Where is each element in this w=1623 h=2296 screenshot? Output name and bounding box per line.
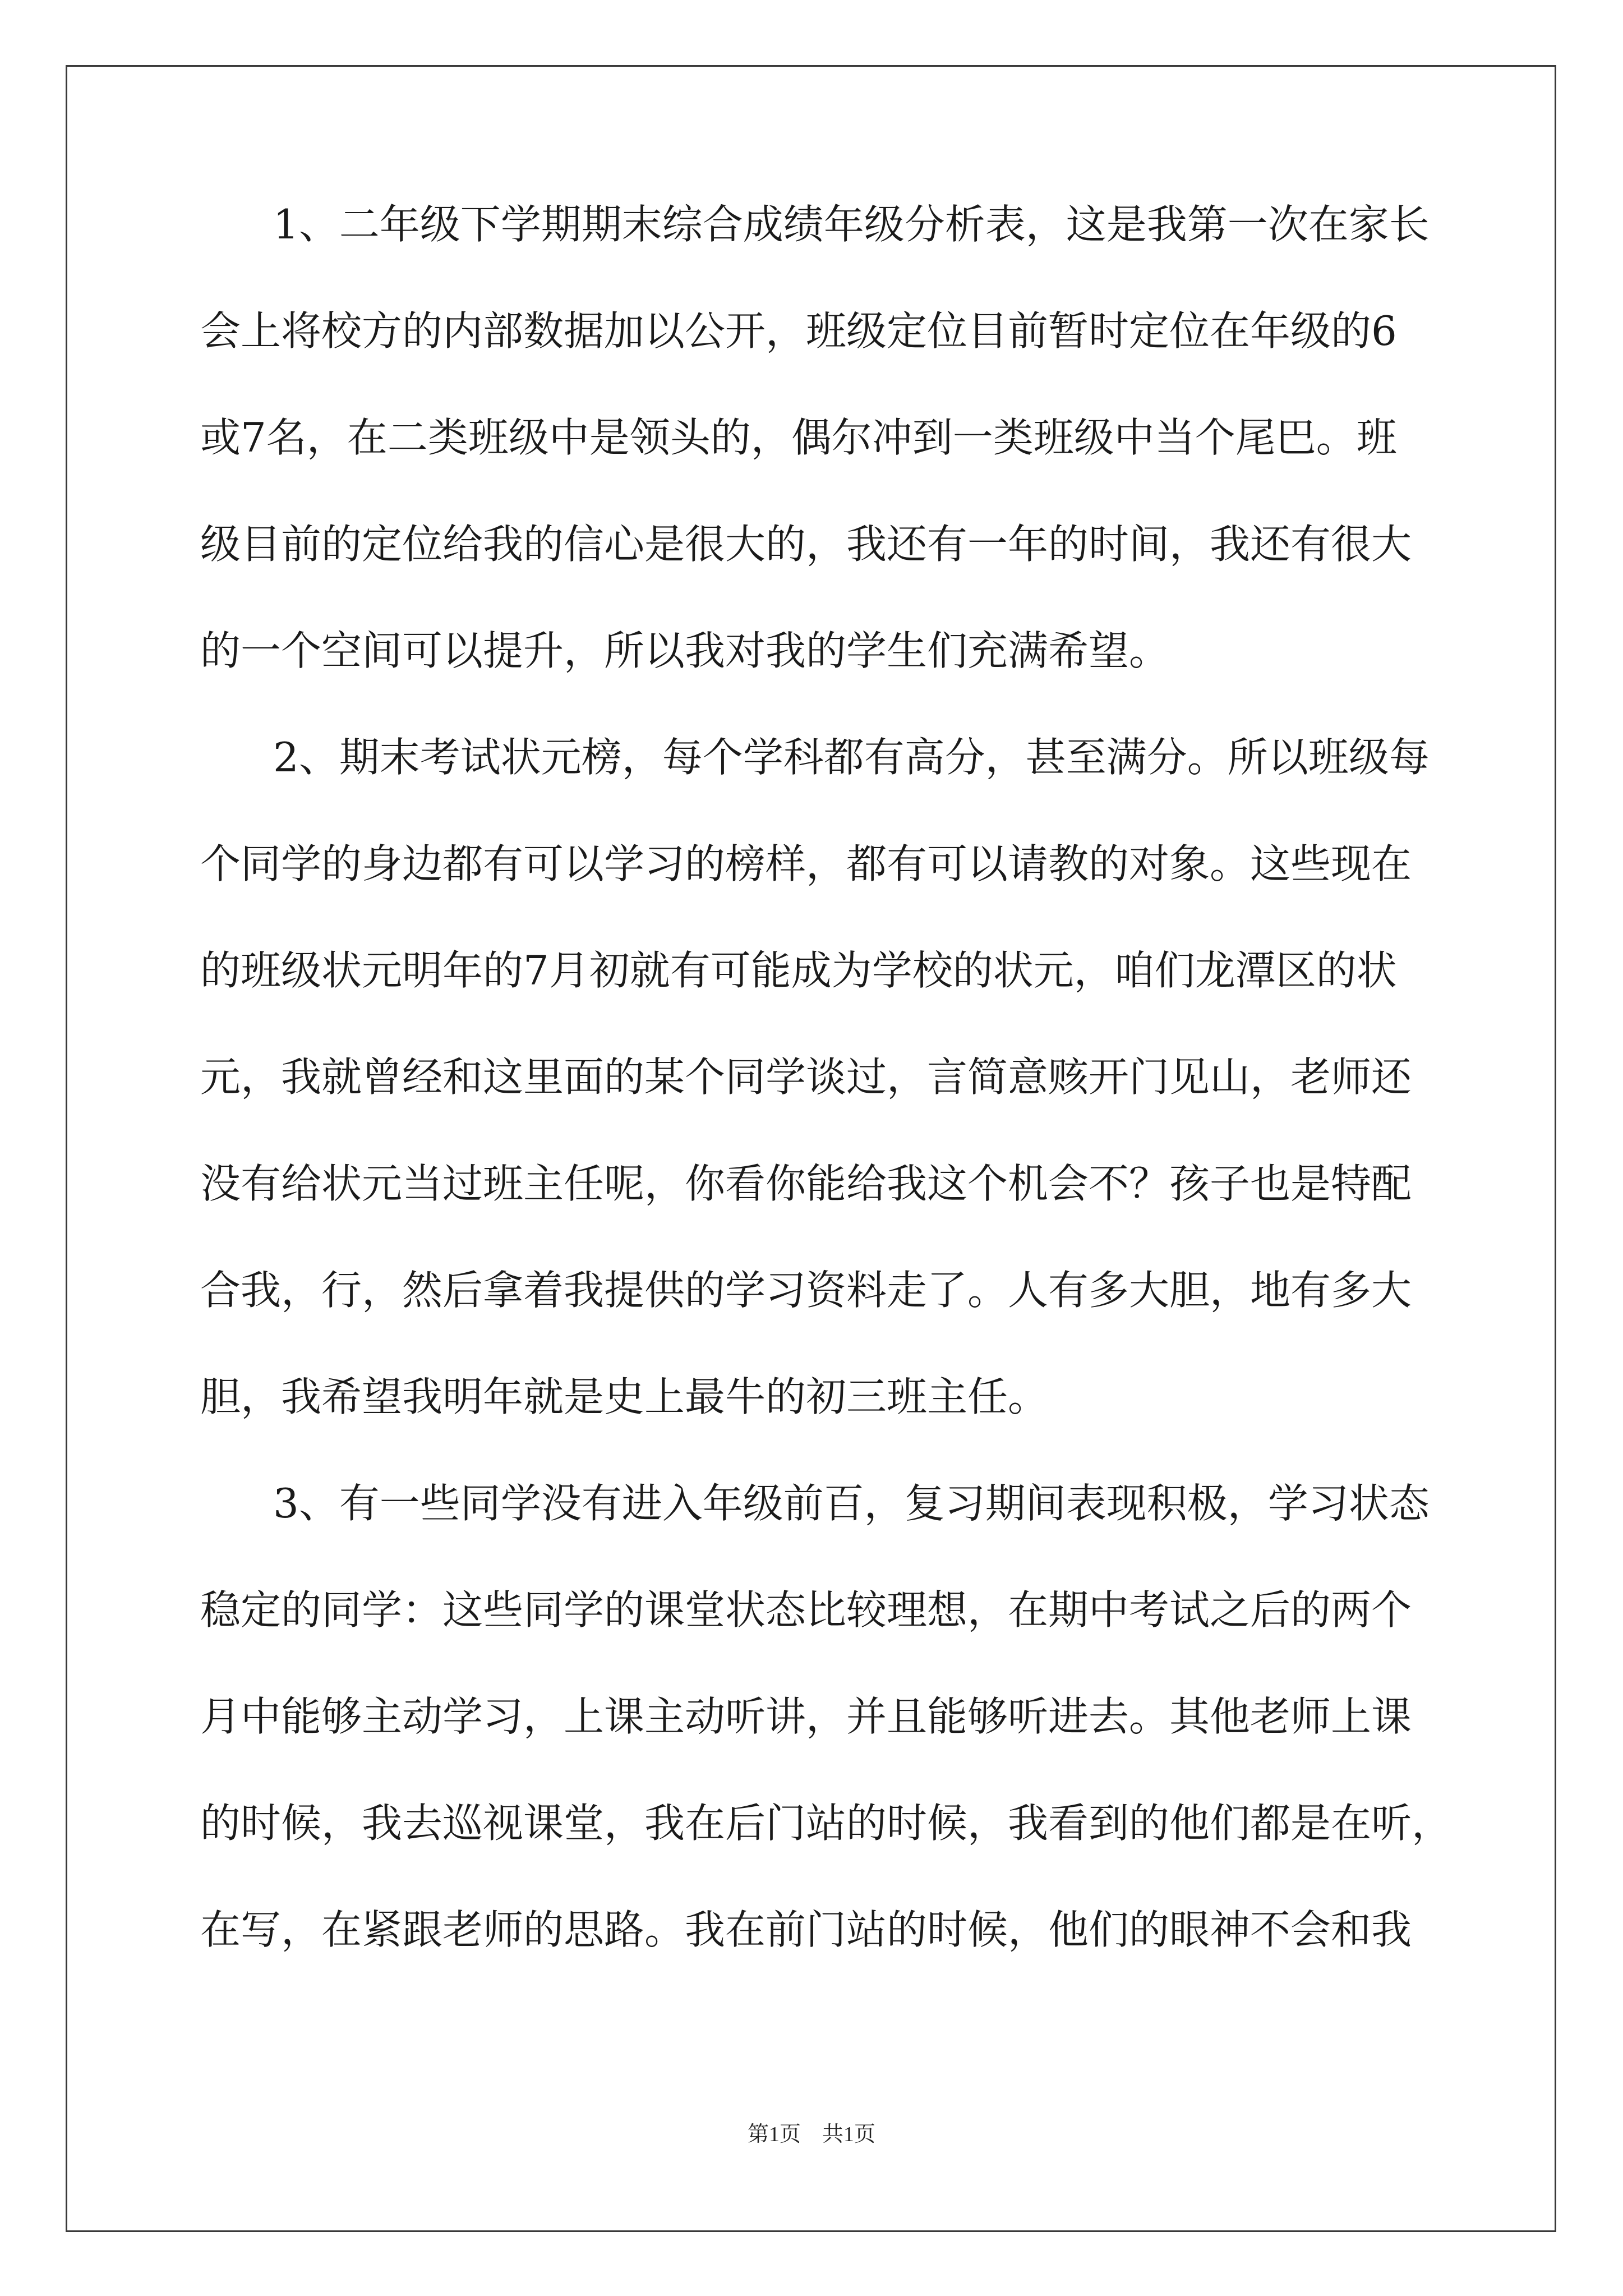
paragraph-3-line-3: 月中能够主动学习，上课主动听讲，并且能够听进去。其他老师上课 [200,1693,1412,1740]
paragraph-3-line-4: 的时候，我去巡视课堂，我在后门站的时候，我看到的他们都是在听， [200,1800,1453,1847]
paragraph-2-line-4: 元，我就曾经和这里面的某个同学谈过，言简意赅开门见山，老师还 [200,1053,1412,1101]
page-number-footer: 第1页 共1页 [747,2123,875,2146]
paragraph-2-line-1: 2、期末考试状元榜，每个学科都有高分，甚至满分。所以班级每 [273,734,1430,781]
paragraph-1-line-4: 级目前的定位给我的信心是很大的，我还有一年的时间，我还有很大 [200,521,1412,568]
paragraph-2-line-5: 没有给状元当过班主任呢，你看你能给我这个机会不？孩子也是特配 [200,1160,1412,1207]
paragraph-1-line-5: 的一个空间可以提升，所以我对我的学生们充满希望。 [200,627,1170,674]
paragraph-2-line-6: 合我，行，然后拿着我提供的学习资料走了。人有多大胆，地有多大 [200,1267,1412,1314]
paragraph-1-line-3: 或7名，在二类班级中是领头的，偶尔冲到一类班级中当个尾巴。班 [200,414,1397,461]
paragraph-2-line-2: 个同学的身边都有可以学习的榜样，都有可以请教的对象。这些现在 [200,840,1412,887]
paragraph-2-line-3: 的班级状元明年的7月初就有可能成为学校的状元，咱们龙潭区的状 [200,947,1397,994]
paragraph-1-line-1: 1、二年级下学期期末综合成绩年级分析表，这是我第一次在家长 [273,201,1430,248]
paragraph-1-line-2: 会上将校方的内部数据加以公开，班级定位目前暂时定位在年级的6 [200,307,1397,355]
paragraph-3-line-5: 在写，在紧跟老师的思路。我在前门站的时候，他们的眼神不会和我 [200,1906,1412,1953]
paragraph-3-line-1: 3、有一些同学没有进入年级前百，复习期间表现积极，学习状态 [273,1480,1430,1527]
paragraph-2-line-7: 胆，我希望我明年就是史上最牛的初三班主任。 [200,1373,1049,1420]
paragraph-3-line-2: 稳定的同学：这些同学的课堂状态比较理想，在期中考试之后的两个 [200,1586,1412,1634]
